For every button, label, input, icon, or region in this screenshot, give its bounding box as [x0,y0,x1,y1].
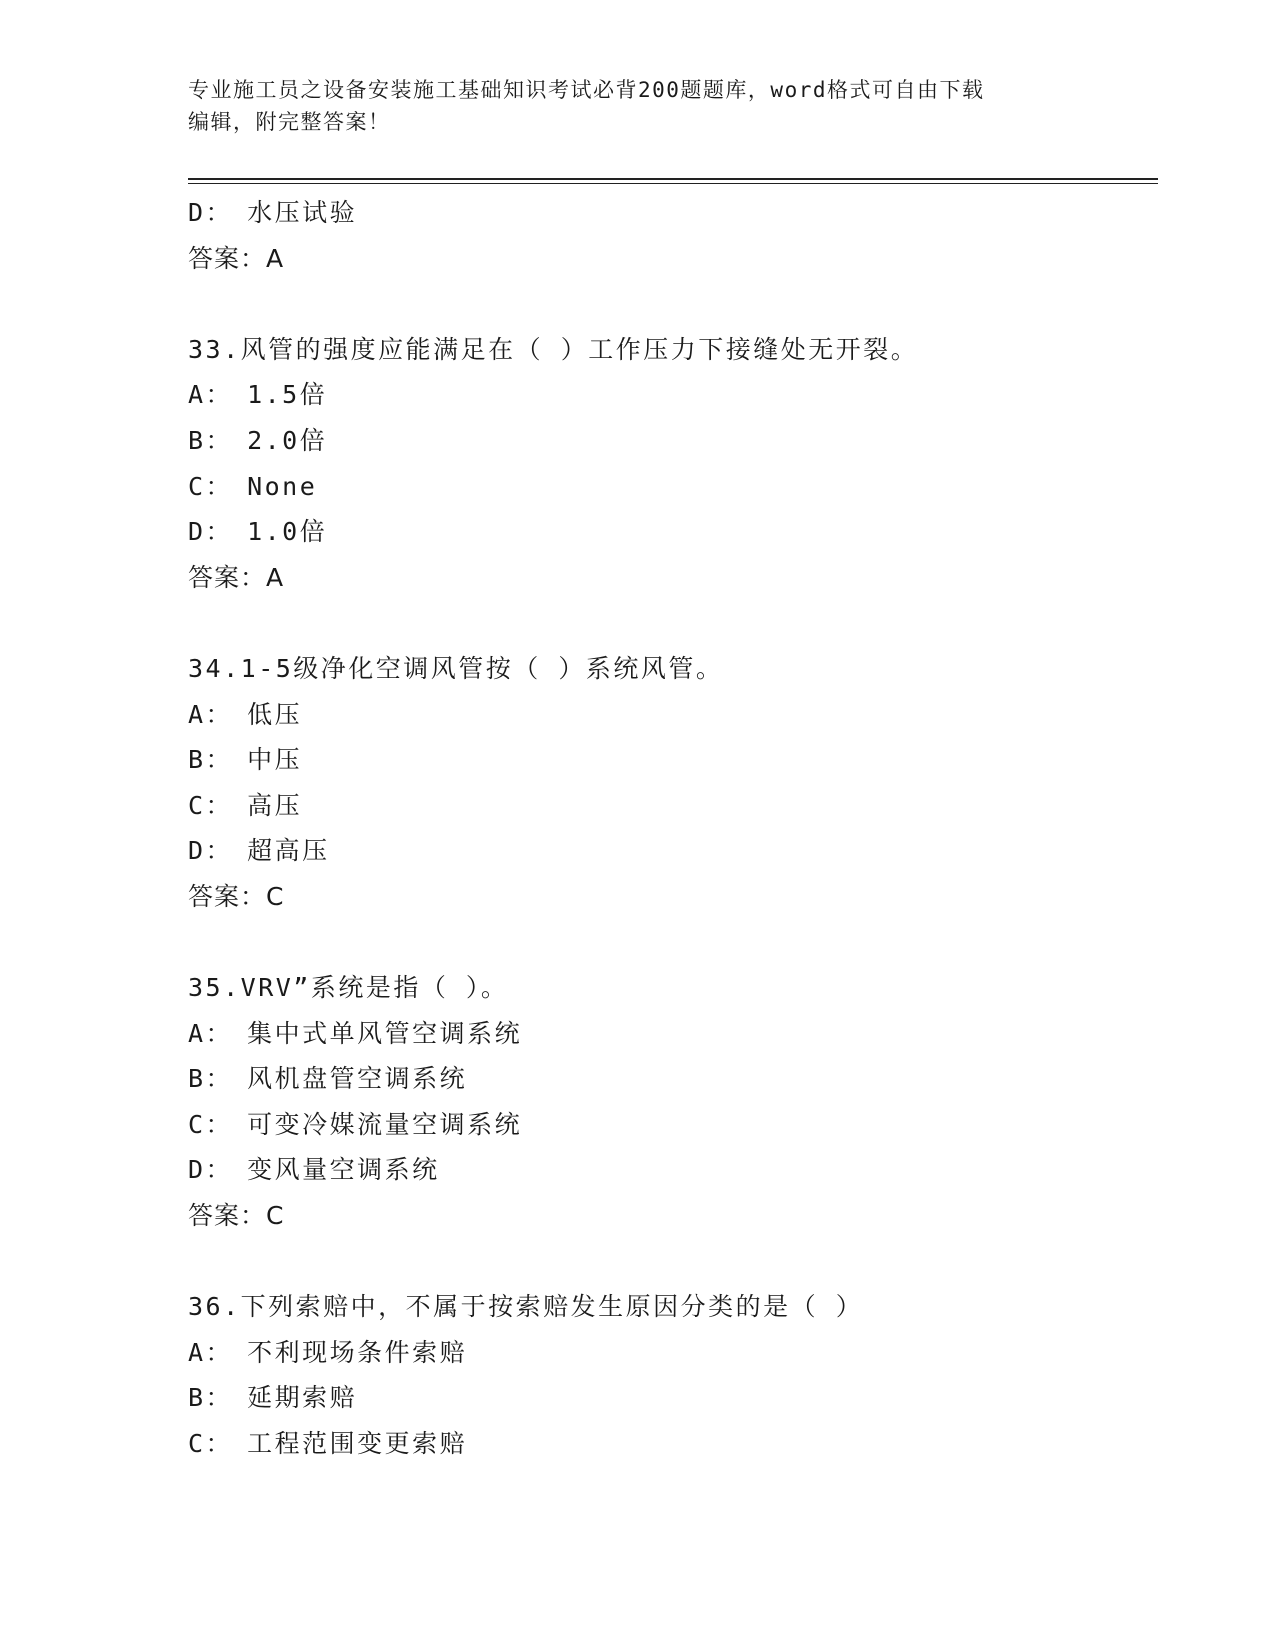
option-text: 可变冷媒流量空调系统 [247,1109,523,1139]
option-letter: D： [188,517,234,547]
option-text: 1.5倍 [247,380,328,410]
option-letter: D： [188,1155,234,1185]
question-stem: 33.风管的强度应能满足在（ ）工作压力下接缝处无开裂。 [188,334,919,364]
option-text: 延期索赔 [247,1383,358,1413]
answer-line: 答案：A [188,562,285,592]
spacer [188,600,1158,646]
option-text: 工程范围变更索赔 [247,1429,468,1459]
option-a [188,372,1158,418]
header-divider [188,178,1158,184]
option-letter: C： [188,790,234,820]
question-stem: 36.下列索赔中，不属于按索赔发生原因分类的是（ ） [188,1292,864,1322]
option-text: 不利现场条件索赔 [247,1337,468,1367]
option-letter: D： [188,836,234,866]
option-b [188,737,1158,783]
spacer [188,920,1158,966]
option-c [188,1421,1158,1467]
header-line-2: 编辑，附完整答案！ [188,110,391,134]
option-text: 高压 [247,790,303,820]
option-d [188,509,1158,555]
answer-line: 答案：A [188,243,285,273]
option-letter: C： [188,471,234,501]
option-b [188,1056,1158,1102]
option-text: 变风量空调系统 [247,1155,440,1185]
option-letter: C： [188,1429,234,1459]
option-c [188,1102,1158,1148]
spacer [188,281,1158,327]
option-c [188,464,1158,510]
option-letter: B： [188,1064,234,1094]
question-stem: 34.1-5级净化空调风管按（ ）系统风管。 [188,653,724,683]
option-a [188,1330,1158,1376]
option-text: 2.0倍 [247,425,328,455]
option-letter: B： [188,1383,234,1413]
option-letter: A： [188,1018,234,1048]
answer-line: 答案：C [188,1201,285,1231]
spacer [188,1239,1158,1285]
option-letter: A： [188,699,234,729]
option-b [188,418,1158,464]
option-text: 水压试验 [247,198,358,227]
option-letter: D： [188,198,234,227]
option-text: None [247,471,318,501]
option-text: 低压 [247,699,303,729]
question-stem: 35.VRV”系统是指（ ）。 [188,973,509,1003]
option-letter: A： [188,380,234,410]
option-text: 集中式单风管空调系统 [247,1018,523,1048]
option-letter: C： [188,1109,234,1139]
option-d [188,1147,1158,1193]
option-letter: A： [188,1337,234,1367]
option-text: 超高压 [247,836,330,866]
option-letter: B： [188,425,234,455]
answer-line: 答案：C [188,881,285,911]
option-a [188,1011,1158,1057]
option-b [188,1375,1158,1421]
option-text: 1.0倍 [247,517,328,547]
option-a [188,692,1158,738]
option-d [188,190,1158,236]
option-d [188,828,1158,874]
option-text: 中压 [247,745,303,775]
option-text: 风机盘管空调系统 [247,1064,468,1094]
option-letter: B： [188,745,234,775]
document-header [188,74,1068,138]
question-list [188,190,1158,1467]
header-line-1: 专业施工员之设备安装施工基础知识考试必背200题题库，word格式可自由下载 [188,78,985,102]
option-c [188,783,1158,829]
